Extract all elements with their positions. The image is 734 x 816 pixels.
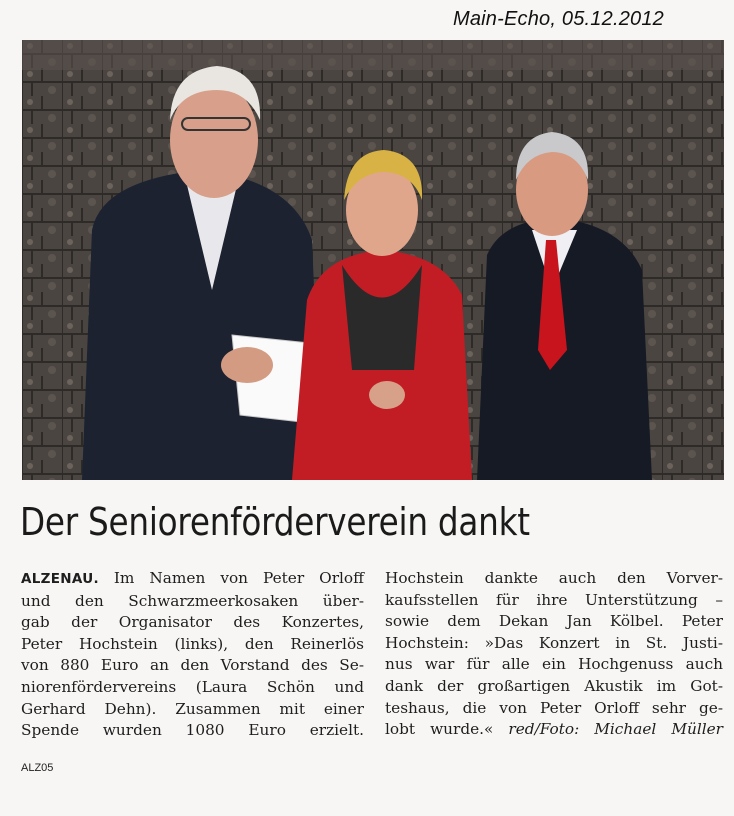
article-line: und den Schwarzmeerkosaken über- [21, 591, 364, 610]
article-photo [22, 40, 724, 480]
article-last-line: lobt wurde.« red/Foto: Michael Müller [385, 720, 723, 739]
article-line: Hochstein dankte auch den Vorver- [385, 569, 723, 587]
dateline: ALZENAU. [21, 571, 99, 587]
article-line: ALZENAU. Im Namen von Peter Orloff [21, 569, 364, 587]
article-column-left [21, 568, 364, 742]
article-line: sowie dem Dekan Jan Kölbel. Peter [385, 612, 723, 631]
article-line: von 880 Euro an den Vorstand des Se- [21, 656, 364, 675]
article-line: Peter Hochstein (links), den Reinerlös [21, 634, 364, 653]
article-line: nus war für alle ein Hochgenuss auch [385, 655, 723, 674]
article-line: niorenfördervereins (Laura Schön und [21, 677, 364, 696]
article-line: Spende wurden 1080 Euro erzielt. [21, 721, 364, 740]
publication-source: Main-Echo, 05.12.2012 [452, 8, 664, 30]
article-line: gab der Organisator des Konzertes, [21, 613, 364, 632]
article-line: teshaus, die von Peter Orloff sehr ge- [385, 698, 723, 717]
article-column-right [385, 568, 723, 741]
page-code: ALZ05 [21, 762, 54, 774]
article-line: Gerhard Dehn). Zusammen mit einer [21, 699, 364, 718]
article-line: dank der großartigen Akustik im Got- [385, 676, 723, 695]
headline: Der Seniorenförderverein dankt [20, 500, 530, 544]
article-line: Hochstein: »Das Konzert in St. Justi- [385, 633, 723, 652]
article-line: kaufsstellen für ihre Unterstützung – [385, 590, 723, 609]
photo-credit: red/Foto: Michael Müller [508, 720, 723, 739]
